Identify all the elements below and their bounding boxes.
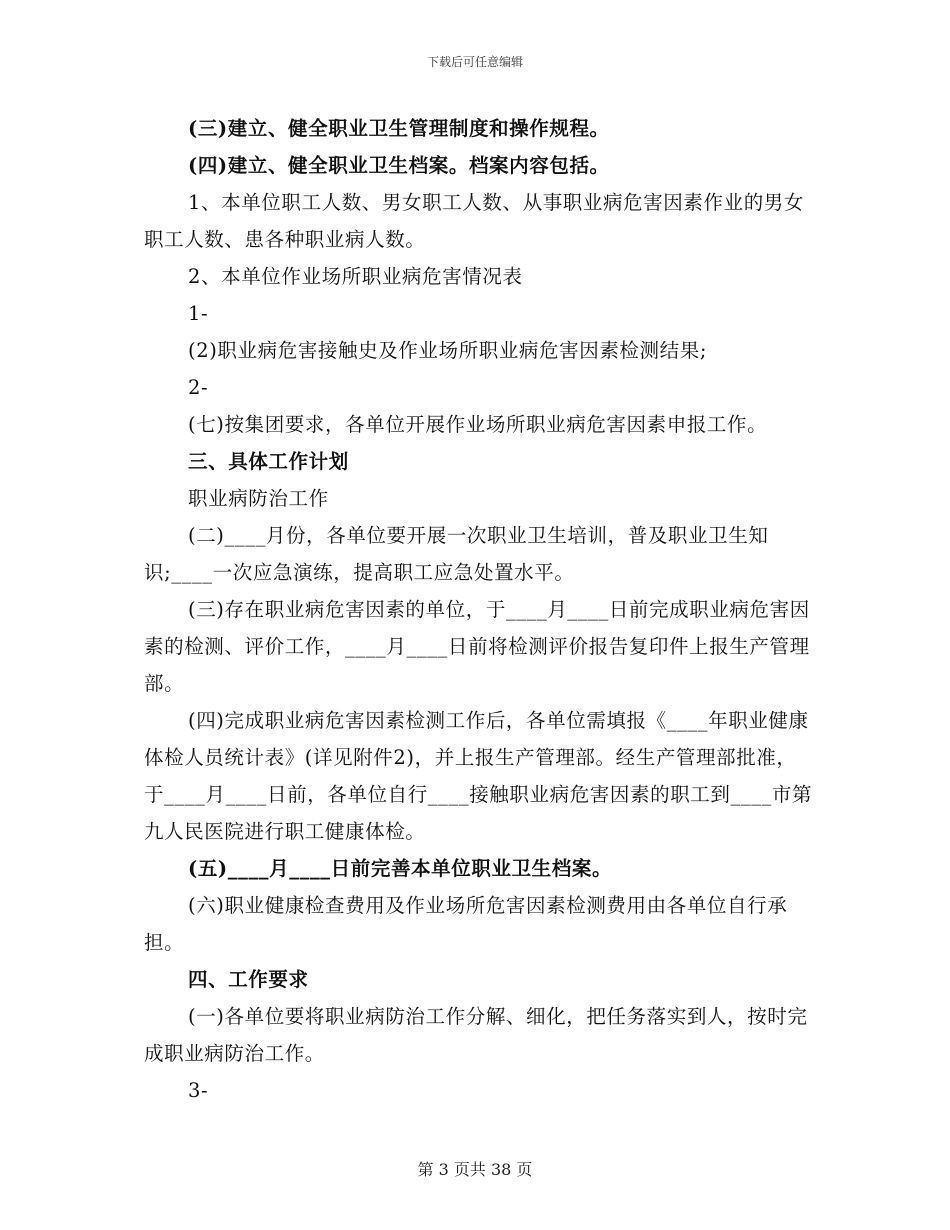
document-body bbox=[144, 110, 814, 1109]
paragraph: 1- bbox=[188, 302, 209, 325]
paragraph: (四)完成职业病危害因素检测工作后，各单位需填报《____年职业健康体检人员统计表》(详见附件2)，并上报生产管理部。经生产管理部批准，于____月____日前，各单位自行____接触职业病危害因素的职工到____市第九人民医院进行职工健康体检。 bbox=[144, 709, 813, 843]
page-header: 下载后可任意编辑 bbox=[426, 55, 523, 69]
paragraph: (2)职业病危害接触史及作业场所职业病危害因素检测结果; bbox=[188, 339, 707, 362]
paragraph: (五)____月____日前完善本单位职业卫生档案。 bbox=[188, 857, 613, 880]
paragraph: (三)存在职业病危害因素的单位，于____月____日前完成职业病危害因素的检测、评价工作，____月____日前将检测评价报告复印件上报生产管理部。 bbox=[144, 598, 810, 695]
paragraph: 1、本单位职工人数、男女职工人数、从事职业病危害因素作业的男女职工人数、患各种职业病人数。 bbox=[144, 191, 805, 251]
paragraph: (四)建立、健全职业卫生档案。档案内容包括。 bbox=[188, 154, 610, 177]
section-heading: 四、工作要求 bbox=[188, 968, 309, 991]
paragraph: 2、本单位作业场所职业病危害情况表 bbox=[188, 265, 523, 288]
paragraph: (一)各单位要将职业病防治工作分解、细化，把任务落实到人，按时完成职业病防治工作。 bbox=[144, 1005, 808, 1065]
paragraph: (六)职业健康检查费用及作业场所危害因素检测费用由各单位自行承担。 bbox=[144, 894, 788, 954]
paragraph: (二)____月份，各单位要开展一次职业卫生培训，普及职业卫生知识;____一次应急演练，提高职工应急处置水平。 bbox=[144, 524, 769, 584]
page-footer: 第 3 页共 38 页 bbox=[417, 1160, 533, 1179]
paragraph: 职业病防治工作 bbox=[188, 487, 329, 510]
section-heading: 三、具体工作计划 bbox=[188, 450, 349, 473]
paragraph: (三)建立、健全职业卫生管理制度和操作规程。 bbox=[188, 117, 610, 140]
paragraph: 2- bbox=[188, 376, 209, 399]
paragraph: (七)按集团要求，各单位开展作业场所职业病危害因素申报工作。 bbox=[188, 413, 768, 436]
paragraph: 3- bbox=[188, 1079, 209, 1102]
